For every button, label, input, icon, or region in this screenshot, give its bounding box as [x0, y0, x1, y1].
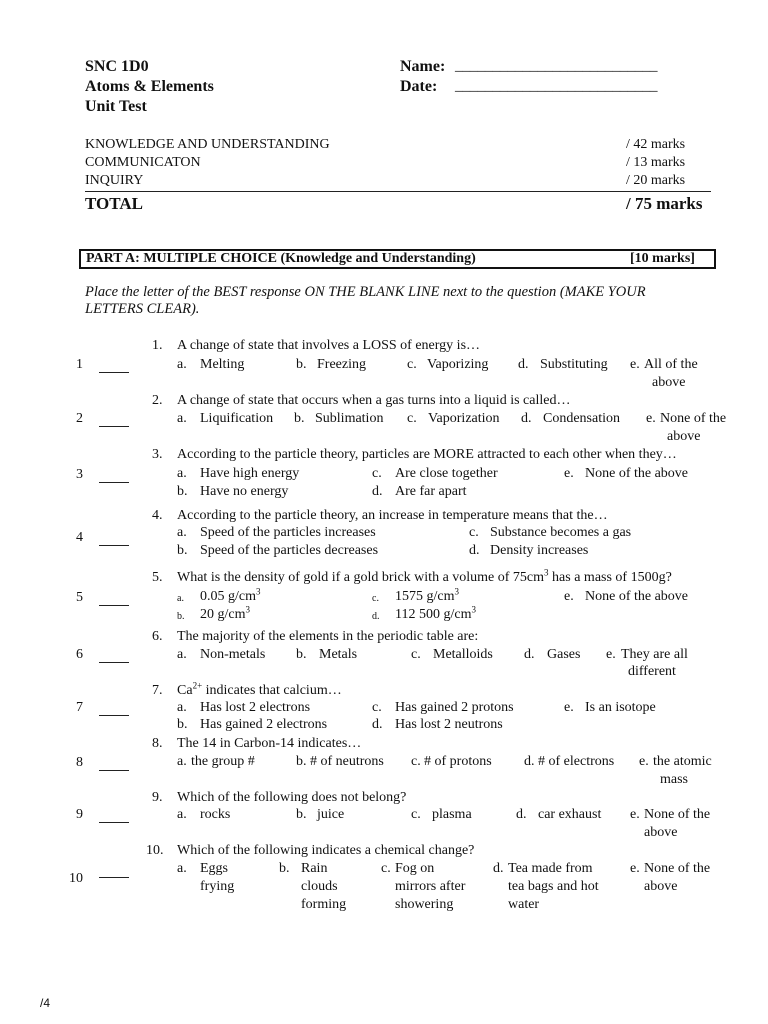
answer-line-number: 4 [76, 530, 83, 545]
answer-blank[interactable] [99, 877, 129, 878]
option-letter: e. [564, 589, 574, 604]
answer-line-number: 10 [69, 871, 83, 886]
name-field[interactable]: ___________________________ [455, 58, 658, 74]
question-number: 9. [152, 790, 163, 805]
question-number: 2. [152, 393, 163, 408]
question-number: 3. [152, 447, 163, 462]
answer-line-number: 5 [76, 590, 83, 605]
option-letter: a. [177, 593, 184, 604]
option-letter: b. [296, 357, 307, 372]
option-text: # of protons [424, 754, 492, 769]
option-text: Have no energy [200, 484, 289, 499]
answer-line-number: 9 [76, 807, 83, 822]
date-label: Date: [400, 78, 438, 95]
option-letter: e. [646, 411, 656, 426]
option-text: None of the above [585, 466, 689, 481]
option-text: Density increases [490, 543, 589, 558]
option-letter: d. [518, 357, 529, 372]
option-text: Speed of the particles decreases [200, 543, 379, 558]
option-text: Metalloids [433, 647, 493, 662]
option-text: Has lost 2 electrons [200, 700, 311, 715]
answer-line-number: 3 [76, 467, 83, 482]
option-text: Are close together [395, 466, 498, 481]
option-text: They are all [621, 647, 688, 662]
option-text: Gases [547, 647, 581, 662]
option-text: Substituting [540, 357, 608, 372]
option-text: car exhaust [538, 807, 602, 822]
option-text-continued: different [628, 664, 676, 679]
option-letter: d. [372, 484, 383, 499]
option-text-continued: clouds [301, 879, 338, 894]
option-letter: b. [177, 611, 185, 622]
option-text: Have high energy [200, 466, 300, 481]
question-number: 7. [152, 683, 163, 698]
option-letter: c. [407, 357, 417, 372]
option-letter: e. [606, 647, 616, 662]
option-letter: b. [296, 647, 307, 662]
answer-line-number: 7 [76, 700, 83, 715]
option-letter: e. [639, 754, 649, 769]
option-text: Eggs [200, 861, 228, 876]
option-letter: a. [177, 525, 187, 540]
option-text: 1575 $g/cm^3$ [395, 586, 459, 604]
question-text: According to the particle theory, particles are MORE attracted to each other when they… [177, 447, 677, 462]
option-text: juice [317, 807, 345, 822]
option-letter: d. [469, 543, 480, 558]
option-letter: d. [516, 807, 527, 822]
option-letter: c. [372, 700, 382, 715]
option-letter: c. [411, 647, 421, 662]
answer-blank[interactable] [99, 822, 129, 823]
option-text-continued: above [667, 429, 701, 444]
option-text: Has lost 2 neutrons [395, 717, 503, 732]
part-a-title: PART A: MULTIPLE CHOICE (Knowledge and Understanding) [86, 251, 476, 266]
option-letter: c. [469, 525, 479, 540]
option-letter: b. [177, 484, 188, 499]
option-text: Metals [319, 647, 358, 662]
option-text: Has gained 2 electrons [200, 717, 328, 732]
option-letter: d. [524, 754, 535, 769]
option-letter: b. [296, 807, 307, 822]
option-text-continued: above [644, 825, 678, 840]
answer-blank[interactable] [99, 482, 129, 483]
test-title: Unit Test [85, 98, 147, 115]
answer-blank[interactable] [99, 662, 129, 663]
question-number: 6. [152, 629, 163, 644]
option-text: Freezing [317, 357, 366, 372]
option-text: Sublimation [315, 411, 384, 426]
question-text: According to the particle theory, an increase in temperature means that the… [177, 508, 608, 523]
option-letter: c. [381, 861, 391, 876]
page-score: /4 [40, 996, 51, 1010]
option-letter: a. [177, 466, 187, 481]
option-letter: b. [294, 411, 305, 426]
option-letter: a. [177, 861, 187, 876]
question-text: $Ca^{2+}$ indicates that calcium… [177, 680, 342, 698]
option-text-continued: forming [301, 897, 347, 912]
option-letter: a. [177, 357, 187, 372]
answer-blank[interactable] [99, 605, 129, 606]
option-text: Non-metals [200, 647, 266, 662]
marks-label-inquiry: INQUIRY [85, 173, 144, 188]
option-text: 0.05 $g/cm^3$ [200, 586, 261, 604]
option-text-continued: mass [660, 772, 688, 787]
option-text: None of the above [585, 589, 689, 604]
option-text: the group # [191, 754, 255, 769]
total-value: / 75 marks [626, 194, 703, 213]
option-text: Melting [200, 357, 245, 372]
unit-title: Atoms & Elements [85, 78, 214, 95]
option-text: Vaporization [428, 411, 500, 426]
question-number: 10. [146, 843, 164, 858]
question-text: The 14 in Carbon-14 indicates… [177, 736, 362, 751]
date-field[interactable]: ___________________________ [455, 78, 658, 94]
option-text: Is an isotope [585, 700, 656, 715]
option-text: 112 500 $g/cm^3$ [395, 604, 476, 622]
option-text: the atomic [653, 754, 712, 769]
option-letter: e. [564, 700, 574, 715]
option-text: # of neutrons [310, 754, 384, 769]
question-number: 8. [152, 736, 163, 751]
answer-line-number: 8 [76, 755, 83, 770]
marks-value-knowledge: / 42 marks [626, 137, 686, 152]
option-letter: d. [524, 647, 535, 662]
answer-line-number: 2 [76, 411, 83, 426]
name-label: Name: [400, 58, 446, 75]
option-letter: a. [177, 411, 187, 426]
total-divider [85, 191, 711, 192]
option-letter: a. [177, 647, 187, 662]
option-text: Rain [301, 861, 328, 876]
option-letter: c. [372, 593, 379, 604]
option-text-continued: showering [395, 897, 454, 912]
option-letter: e. [630, 861, 640, 876]
option-text-continued: mirrors after [395, 879, 466, 894]
option-letter: a. [177, 807, 187, 822]
option-text: Speed of the particles increases [200, 525, 376, 540]
part-a-banner [79, 249, 716, 269]
total-label: TOTAL [85, 194, 143, 213]
answer-blank[interactable] [99, 770, 129, 771]
instructions-line-2: LETTERS CLEAR). [85, 301, 200, 317]
option-letter: b. [296, 754, 307, 769]
answer-blank[interactable] [99, 372, 129, 373]
option-letter: b. [177, 717, 188, 732]
question-text: A change of state that involves a LOSS of energy is… [177, 338, 481, 353]
answer-blank[interactable] [99, 545, 129, 546]
option-letter: a. [177, 700, 187, 715]
instructions-line-1: Place the letter of the BEST response ON THE BLANK LINE next to the question (MAKE YOUR [85, 284, 646, 300]
answer-blank[interactable] [99, 715, 129, 716]
option-text: Liquification [200, 411, 274, 426]
option-text-continued: water [508, 897, 540, 912]
question-text: What is the density of gold if a gold brick with a volume of $75cm^3$ has a mass of 1500g? [177, 567, 672, 585]
option-text: rocks [200, 807, 231, 822]
option-text: plasma [432, 807, 472, 822]
answer-blank[interactable] [99, 426, 129, 427]
question-text: A change of state that occurs when a gas turns into a liquid is called… [177, 393, 571, 408]
option-text: 20 $g/cm^3$ [200, 604, 250, 622]
option-text: None of the [660, 411, 727, 426]
question-text: Which of the following does not belong? [177, 790, 407, 805]
marks-label-knowledge: KNOWLEDGE AND UNDERSTANDING [85, 137, 330, 152]
option-text: Tea made from [508, 861, 593, 876]
question-text: Which of the following indicates a chemical change? [177, 843, 475, 858]
question-number: 4. [152, 508, 163, 523]
option-letter: d. [372, 611, 380, 622]
option-text: Vaporizing [427, 357, 489, 372]
answer-line-number: 1 [76, 357, 83, 372]
marks-value-communication: / 13 marks [626, 155, 686, 170]
option-text: Are far apart [395, 484, 467, 499]
option-text-continued: tea bags and hot [508, 879, 599, 894]
option-letter: b. [177, 543, 188, 558]
option-text: None of the [644, 861, 711, 876]
option-text-continued: frying [200, 879, 235, 894]
option-letter: e. [630, 807, 640, 822]
option-text: Substance becomes a gas [490, 525, 632, 540]
option-letter: d. [372, 717, 383, 732]
option-letter: c. [411, 807, 421, 822]
option-text-continued: above [644, 879, 678, 894]
option-text: Fog on [395, 861, 435, 876]
question-number: 5. [152, 570, 163, 585]
option-letter: e. [630, 357, 640, 372]
option-letter: d. [521, 411, 532, 426]
option-text: Has gained 2 protons [395, 700, 514, 715]
option-letter: d. [493, 861, 504, 876]
option-letter: c. [372, 466, 382, 481]
option-text: All of the [644, 357, 698, 372]
option-text: Condensation [543, 411, 620, 426]
marks-value-inquiry: / 20 marks [626, 173, 686, 188]
marks-label-communication: COMMUNICATON [85, 155, 201, 170]
option-text: # of electrons [538, 754, 615, 769]
option-letter: b. [279, 861, 290, 876]
answer-line-number: 6 [76, 647, 83, 662]
option-letter: c. [411, 754, 421, 769]
option-letter: a. [177, 754, 187, 769]
question-text: The majority of the elements in the periodic table are: [177, 629, 479, 644]
option-text: None of the [644, 807, 711, 822]
part-a-marks: [10 marks] [630, 251, 695, 266]
option-letter: e. [564, 466, 574, 481]
option-text-continued: above [652, 375, 686, 390]
course-code: SNC 1D0 [85, 58, 149, 75]
option-letter: c. [407, 411, 417, 426]
question-number: 1. [152, 338, 163, 353]
